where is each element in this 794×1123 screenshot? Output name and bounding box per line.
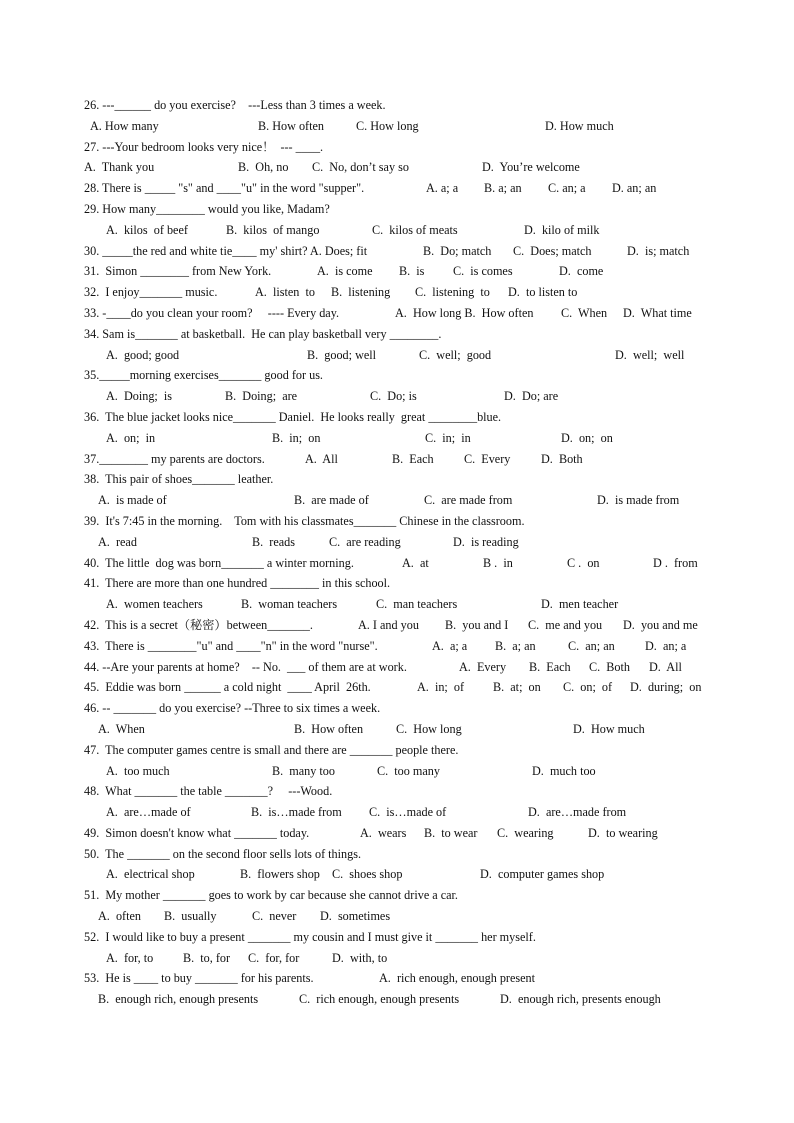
question-line bbox=[84, 761, 724, 782]
question-text: 47. The computer games centre is small and there are _______ people there. bbox=[84, 742, 459, 757]
question-line bbox=[84, 178, 724, 199]
question-line bbox=[84, 657, 724, 678]
answer-option: C. an; a bbox=[548, 181, 586, 196]
answer-option: D. is reading bbox=[453, 534, 519, 549]
question-text: 44. --Are your parents at home? -- No. ___ of them are at work. bbox=[84, 659, 407, 674]
question-line bbox=[84, 157, 724, 178]
question-line bbox=[84, 594, 724, 615]
answer-option: A. rich enough, enough present bbox=[379, 971, 536, 986]
question-line bbox=[84, 282, 724, 303]
question-text: A. read bbox=[98, 534, 137, 549]
answer-option: B. in; on bbox=[272, 430, 321, 445]
question-line bbox=[84, 137, 724, 158]
answer-option: A. listen to bbox=[255, 285, 315, 300]
question-line bbox=[84, 220, 724, 241]
answer-option: C. When bbox=[561, 305, 608, 320]
answer-option: D. What time bbox=[623, 305, 692, 320]
question-line bbox=[84, 968, 724, 989]
answer-option: B. you and I bbox=[445, 617, 509, 632]
question-line bbox=[84, 906, 724, 927]
question-text: 50. The _______ on the second floor sells lots of things. bbox=[84, 846, 362, 861]
answer-option: C. rich enough, enough presents bbox=[299, 992, 460, 1007]
question-line bbox=[84, 469, 724, 490]
question-text: A. Thank you bbox=[84, 160, 155, 175]
question-text: 53. He is ____ to buy _______ for his parents. bbox=[84, 971, 314, 986]
answer-option: B. Each bbox=[529, 659, 571, 674]
answer-option: D. with, to bbox=[332, 950, 388, 965]
answer-option: D. is; match bbox=[627, 243, 690, 258]
question-text: A. good; good bbox=[106, 347, 180, 362]
question-line bbox=[84, 407, 724, 428]
answer-option: D. computer games shop bbox=[480, 867, 605, 882]
answer-option: B. usually bbox=[164, 909, 217, 924]
question-text: 31. Simon ________ from New York. bbox=[84, 264, 272, 279]
question-text: 48. What _______ the table _______? ---Wood. bbox=[84, 784, 333, 799]
answer-option: C. Both bbox=[589, 659, 630, 674]
answer-option: B. Doing; are bbox=[225, 389, 298, 404]
answer-option: C. for, for bbox=[248, 950, 300, 965]
question-text: 30. _____the red and white tie____ my' shirt? A. Does; fit bbox=[84, 243, 368, 258]
answer-option: B. How often bbox=[294, 721, 364, 736]
answer-option: C. man teachers bbox=[376, 597, 458, 612]
answer-option: C. are made from bbox=[424, 493, 513, 508]
answer-option: B. Do; match bbox=[423, 243, 492, 258]
answer-option: B. flowers shop bbox=[240, 867, 320, 882]
answer-option: B. listening bbox=[331, 285, 391, 300]
question-text: 33. -____do you clean your room? ---- Every day. bbox=[84, 305, 340, 320]
answer-option: D. How much bbox=[573, 721, 645, 736]
question-line bbox=[84, 781, 724, 802]
question-text: 34. Sam is_______ at basketball. He can play basketball very ________. bbox=[84, 326, 442, 341]
answer-option: C. well; good bbox=[419, 347, 492, 362]
question-line bbox=[84, 553, 724, 574]
question-text: A. electrical shop bbox=[106, 867, 195, 882]
answer-option: C. Does; match bbox=[513, 243, 592, 258]
answer-option: B. a; an bbox=[484, 181, 522, 196]
answer-option: D. All bbox=[649, 659, 682, 674]
question-line bbox=[84, 241, 724, 262]
question-line bbox=[84, 532, 724, 553]
answer-option: B. are made of bbox=[294, 493, 369, 508]
question-text: A. often bbox=[98, 909, 141, 924]
question-line bbox=[84, 677, 724, 698]
answer-option: C. me and you bbox=[528, 617, 603, 632]
answer-option: D. is made from bbox=[597, 493, 680, 508]
answer-option: B. reads bbox=[252, 534, 295, 549]
answer-option: D. men teacher bbox=[541, 597, 619, 612]
answer-option: C. on; of bbox=[563, 680, 613, 695]
answer-option: D. to wearing bbox=[588, 825, 658, 840]
answer-option: D. an; an bbox=[612, 181, 657, 196]
answer-option: B. is…made from bbox=[251, 805, 342, 820]
question-line bbox=[84, 386, 724, 407]
answer-option: C. How long bbox=[356, 118, 419, 133]
answer-option: A. is come bbox=[317, 264, 373, 279]
question-line bbox=[84, 365, 724, 386]
question-text: 35._____morning exercises_______ good for us. bbox=[84, 368, 323, 383]
question-text: 52. I would like to buy a present _______ my cousin and I must give it _______ her myself. bbox=[84, 929, 536, 944]
answer-option: C. shoes shop bbox=[332, 867, 403, 882]
question-text: 38. This pair of shoes_______ leather. bbox=[84, 472, 274, 487]
answer-option: C. Every bbox=[464, 451, 511, 466]
answer-option: B. How often bbox=[258, 118, 325, 133]
question-text: 27. ---Your bedroom looks very nice！ --- ____. bbox=[84, 139, 324, 154]
question-line bbox=[84, 261, 724, 282]
question-text: 39. It's 7:45 in the morning. Tom with his classmates_______ Chinese in the classroom. bbox=[84, 513, 525, 528]
answer-option: C. too many bbox=[377, 763, 440, 778]
answer-option: D. an; a bbox=[645, 638, 687, 653]
question-line bbox=[84, 989, 724, 1010]
answer-option: C. never bbox=[252, 909, 297, 924]
answer-option: D. Both bbox=[541, 451, 583, 466]
answer-option: D. Do; are bbox=[504, 389, 559, 404]
answer-option: C. is…made of bbox=[369, 805, 447, 820]
question-text: 46. -- _______ do you exercise? --Three to six times a week. bbox=[84, 701, 381, 716]
answer-option: C. wearing bbox=[497, 825, 554, 840]
answer-option: B . in bbox=[483, 555, 513, 570]
question-text: 42. This is a secret（秘密）between_______. bbox=[84, 617, 313, 632]
question-line bbox=[84, 927, 724, 948]
answer-option: A. at bbox=[402, 555, 429, 570]
question-text: 41. There are more than one hundred ________ in this school. bbox=[84, 576, 391, 591]
question-text: 40. The little dog was born_______ a winter morning. bbox=[84, 555, 354, 570]
question-text: 49. Simon doesn't know what _______ today. bbox=[84, 825, 310, 840]
question-text: A. on; in bbox=[106, 430, 156, 445]
question-text: A. too much bbox=[106, 763, 170, 778]
question-line bbox=[84, 615, 724, 636]
answer-option: C. Do; is bbox=[370, 389, 417, 404]
question-text: A. is made of bbox=[98, 493, 167, 508]
answer-option: C. in; in bbox=[425, 430, 471, 445]
question-line bbox=[84, 428, 724, 449]
answer-option: B. at; on bbox=[493, 680, 541, 695]
question-text: A. How many bbox=[90, 118, 159, 133]
question-text: 26. ---______ do you exercise? ---Less than 3 times a week. bbox=[84, 98, 386, 112]
answer-option: B. kilos of mango bbox=[226, 222, 320, 237]
answer-option: C. kilos of meats bbox=[372, 222, 458, 237]
question-text: A. for, to bbox=[106, 950, 154, 965]
answer-option: A. a; a bbox=[432, 638, 468, 653]
answer-option: D. sometimes bbox=[320, 909, 391, 924]
question-line bbox=[84, 948, 724, 969]
answer-option: D. you and me bbox=[623, 617, 698, 632]
question-line bbox=[84, 116, 724, 137]
answer-option: C. is comes bbox=[453, 264, 513, 279]
question-line bbox=[84, 303, 724, 324]
answer-option: B. a; an bbox=[495, 638, 536, 653]
answer-option: D. You’re welcome bbox=[482, 160, 580, 175]
question-text: 32. I enjoy_______ music. bbox=[84, 285, 218, 300]
question-line bbox=[84, 345, 724, 366]
answer-option: B. to, for bbox=[183, 950, 231, 965]
question-line bbox=[84, 490, 724, 511]
answer-option: B. good; well bbox=[307, 347, 377, 362]
answer-option: B. Each bbox=[392, 451, 434, 466]
answer-option: C. listening to bbox=[415, 285, 490, 300]
question-line bbox=[84, 719, 724, 740]
question-text: 45. Eddie was born ______ a cold night ____ April 26th. bbox=[84, 680, 371, 695]
answer-option: A. in; of bbox=[417, 680, 465, 695]
answer-option: D. during; on bbox=[630, 680, 702, 695]
question-line bbox=[84, 573, 724, 594]
worksheet-questions bbox=[84, 95, 724, 1010]
answer-option: B. Oh, no bbox=[238, 160, 289, 175]
question-line bbox=[84, 324, 724, 345]
question-text: A. are…made of bbox=[106, 805, 191, 820]
answer-option: D. come bbox=[559, 264, 604, 279]
question-line bbox=[84, 636, 724, 657]
question-line bbox=[84, 864, 724, 885]
answer-option: D. to listen to bbox=[508, 285, 578, 300]
question-line bbox=[84, 95, 724, 116]
question-line bbox=[84, 511, 724, 532]
question-text: A. When bbox=[98, 721, 145, 736]
answer-option: B. to wear bbox=[424, 825, 478, 840]
answer-option: A. Every bbox=[459, 659, 507, 674]
question-line bbox=[84, 199, 724, 220]
answer-option: A. wears bbox=[360, 825, 407, 840]
answer-option: D. much too bbox=[532, 763, 596, 778]
question-text: 36. The blue jacket looks nice_______ Daniel. He looks really great ________blue. bbox=[84, 409, 502, 424]
question-text: 43. There is ________"u" and ____"n" in the word "nurse". bbox=[84, 638, 378, 653]
answer-option: A. All bbox=[305, 451, 338, 466]
answer-option: D. are…made from bbox=[528, 805, 627, 820]
answer-option: A. How long B. How often bbox=[395, 305, 534, 320]
answer-option: A. I and you bbox=[358, 617, 419, 632]
question-line bbox=[84, 698, 724, 719]
question-line bbox=[84, 740, 724, 761]
answer-option: D. enough rich, presents enough bbox=[500, 992, 661, 1007]
question-line bbox=[84, 823, 724, 844]
question-line bbox=[84, 449, 724, 470]
answer-option: D . from bbox=[653, 555, 698, 570]
question-line bbox=[84, 802, 724, 823]
answer-option: C. How long bbox=[396, 721, 462, 736]
answer-option: B. many too bbox=[272, 763, 335, 778]
question-text: 37.________ my parents are doctors. bbox=[84, 451, 265, 466]
answer-option: B. woman teachers bbox=[241, 597, 338, 612]
answer-option: C . on bbox=[567, 555, 600, 570]
question-line bbox=[84, 885, 724, 906]
answer-option: D. well; well bbox=[615, 347, 685, 362]
question-text: 29. How many________ would you like, Madam? bbox=[84, 201, 330, 216]
answer-option: D. How much bbox=[545, 118, 614, 133]
question-line bbox=[84, 844, 724, 865]
question-text: A. Doing; is bbox=[106, 389, 173, 404]
answer-option: C. No, don’t say so bbox=[312, 160, 409, 175]
answer-option: D. on; on bbox=[561, 430, 613, 445]
question-text: 51. My mother _______ goes to work by car because she cannot drive a car. bbox=[84, 888, 458, 903]
answer-option: D. kilo of milk bbox=[524, 222, 600, 237]
question-text: 28. There is _____ "s" and ____"u" in the word "supper". bbox=[84, 181, 365, 196]
question-text: A. kilos of beef bbox=[106, 222, 188, 237]
answer-option: C. are reading bbox=[329, 534, 401, 549]
answer-option: C. an; an bbox=[568, 638, 615, 653]
answer-option: A. a; a bbox=[426, 181, 459, 196]
question-text: B. enough rich, enough presents bbox=[98, 992, 259, 1007]
question-text: A. women teachers bbox=[106, 597, 203, 612]
answer-option: B. is bbox=[399, 264, 425, 279]
